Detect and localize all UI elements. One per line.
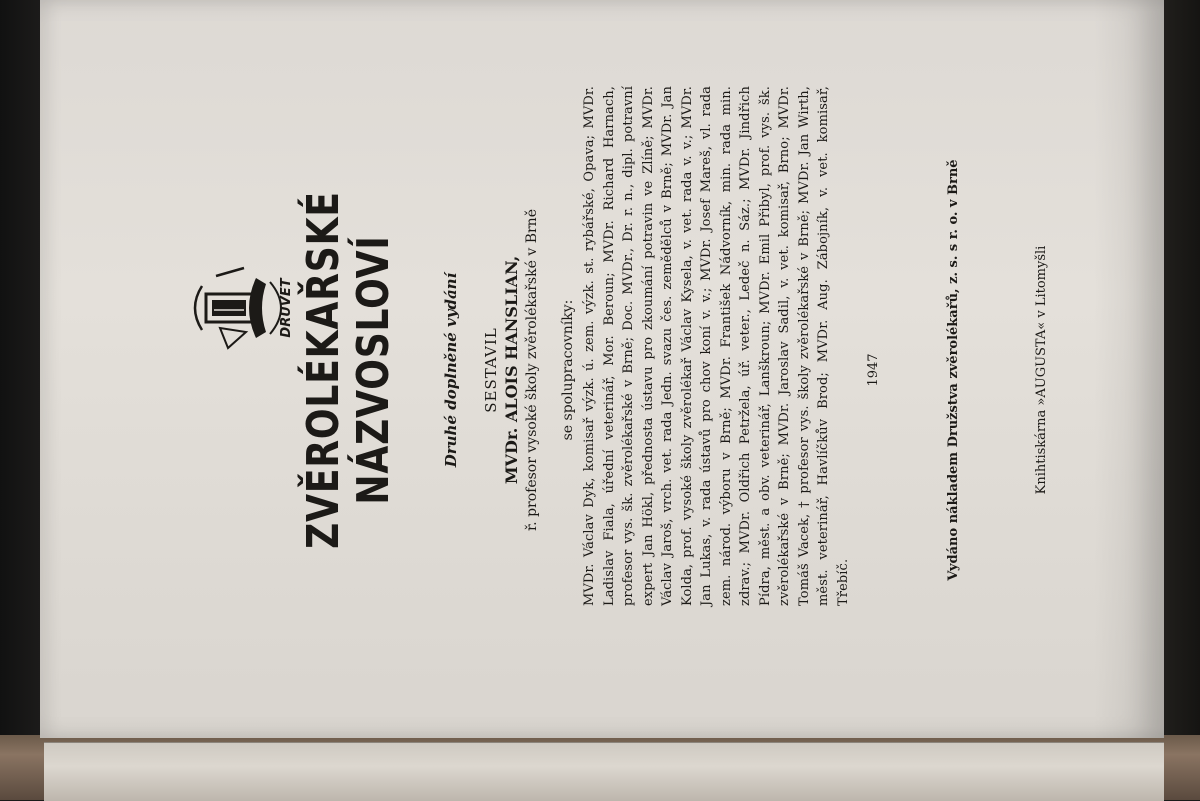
book-title-line-2: NÁZVOSLOVÍ [348,235,399,505]
next-page-edge [44,742,1164,801]
druvet-logo [180,248,300,368]
edition-label: Druhé doplněné vydání [442,272,460,468]
logo-text: DRUVET [279,278,294,338]
collaborators-heading: se spolupracovníky: [560,299,576,441]
author-name: MVDr. ALOIS HANSLIAN, [502,255,521,485]
publication-year: 1947 [866,353,881,387]
publisher-line: Vydáno nákladem Družstva zvěrolékařů, z. s. s r. o. v Brně [946,159,961,581]
printer-line: Knihtiskárna »AUGUSTA« v Litomyšli [1034,245,1049,495]
book-title-line-1: ZVĚROLÉKAŘSKÉ [298,191,349,549]
author-position: ř. profesor vysoké školy zvěrolékařské v Brně [524,209,540,531]
collaborators-list: MVDr. Václav Dyk, komisař výzk. ú. zem. výzk. st. rybářské, Opava; MVDr. Ladislav Fiala, úřední veterinář, Mor. Beroun; MVDr. Richard Harnach, profesor vys. šk. zvěrolékařské v Brně; Doc. MVDr., Dr. r. n., dipl. potravní expert Jan Hökl, přednosta ústavu pro zkoumání potravin ve Zlíně; MVDr. Václav Jaroš, vrch. vet. rada Jedn. svazu čes. zemědělců v Brně; MVDr. Jan Kolda, prof. vysoké školy zvěrolékař Václav Kysela, v. vet. rada v. v.; MVDr. Jan Lukas, v. rada ústavů pro chov koní v. v.; MVDr. Josef Mareš, vl. rada zem. národ. výboru v Brně; MVDr. František Nádvorník, min. rada min. zdrav.; MVDr. Oldřich Petržela, úř. veter., Ledeč n. Sáz.; MVDr. Jindřich Pídra, měst. a obv. veterinář, Lanškroun; MVDr. Emil Přibyl, prof. vys. šk. zvěrolékařské v Brně; MVDr. Jaroslav Sadil, v. vet. komisař, Brno; MVDr. Tomáš Vacek, † profesor vys. školy zvěrolékařské v Brně; MVDr. Jan Wirth, měst. veterinář, Havlíčkův Brod; MVDr. Aug. Zábojník, v. vet. komisař, Třebíč. [582,86,851,606]
compiled-by-label: SESTAVIL [482,327,500,413]
rotated-page-content [180,10,1110,730]
title-page [40,0,1164,738]
